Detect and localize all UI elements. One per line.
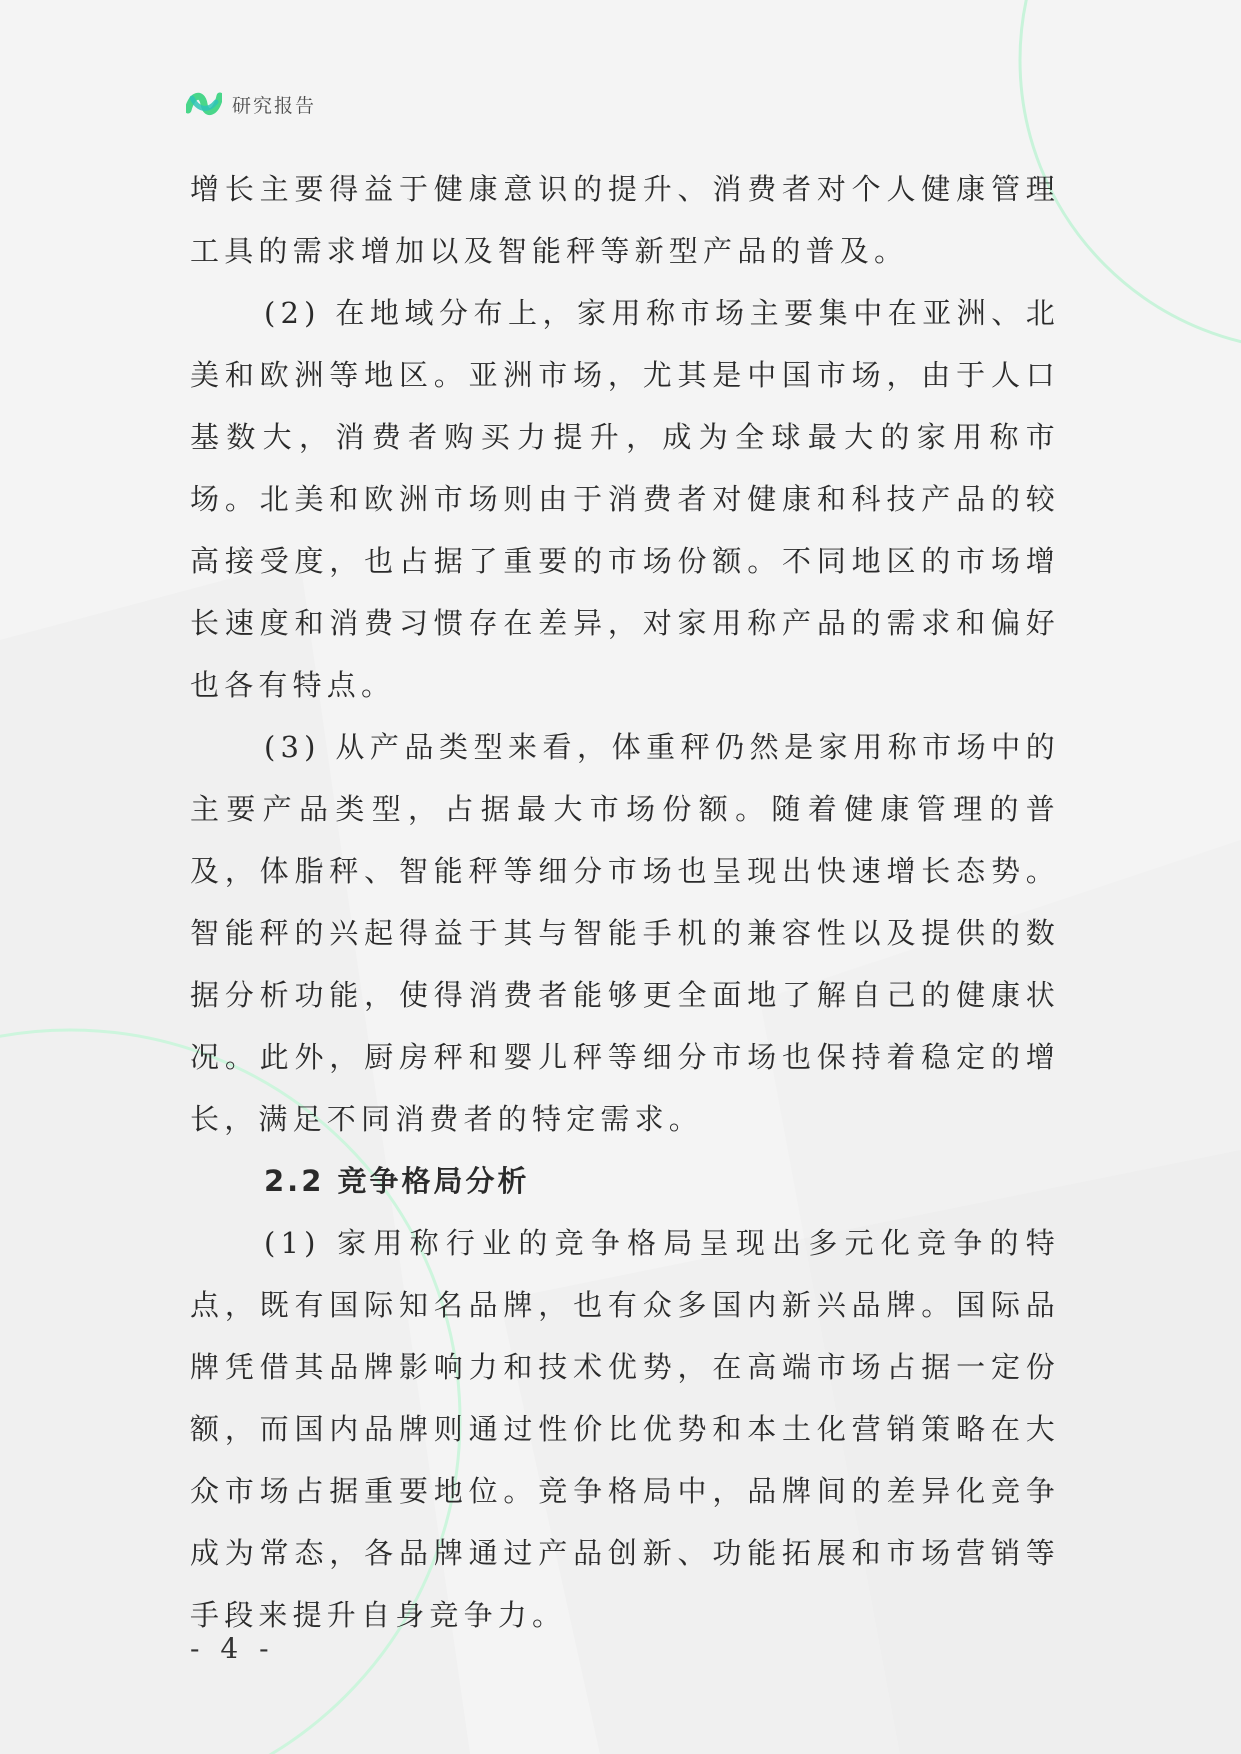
brand-logo-icon <box>186 88 222 120</box>
report-header <box>186 88 316 120</box>
section-heading-competition: 2.2 竞争格局分析 <box>264 1164 530 1198</box>
paragraph-competition: (1) 家用称行业的竞争格局呈现出多元化竞争的特点，既有国际知名品牌，也有众多国内新兴品牌。国际品牌凭借其品牌影响力和技术优势，在高端市场占据一定份额，而国内品牌则通过性价比优势和本土化营销策略在大众市场占据重要地位。竞争格局中，品牌间的差异化竞争成为常态，各品牌通过产品创新、功能拓展和市场营销等手段来提升自身竞争力。 <box>190 1226 1060 1632</box>
paragraph-regional-distribution: (2) 在地域分布上，家用称市场主要集中在亚洲、北美和欧洲等地区。亚洲市场，尤其是中国市场，由于人口基数大，消费者购买力提升，成为全球最大的家用称市场。北美和欧洲市场则由于消费者对健康和科技产品的较高接受度，也占据了重要的市场份额。不同地区的市场增长速度和消费习惯存在差异，对家用称产品的需求和偏好也各有特点。 <box>190 296 1060 702</box>
paragraph-product-types: (3) 从产品类型来看，体重秤仍然是家用称市场中的主要产品类型，占据最大市场份额。随着健康管理的普及，体脂秤、智能秤等细分市场也呈现出快速增长态势。智能秤的兴起得益于其与智能手机的兼容性以及提供的数据分析功能，使得消费者能够更全面地了解自己的健康状况。此外，厨房秤和婴儿秤等细分市场也保持着稳定的增长，满足不同消费者的特定需求。 <box>190 730 1060 1136</box>
page-number: - 4 - <box>190 1632 275 1665</box>
header-title: 研究报告 <box>232 94 317 117</box>
document-body <box>190 158 1060 1646</box>
paragraph-continued: 增长主要得益于健康意识的提升、消费者对个人健康管理工具的需求增加以及智能秤等新型产品的普及。 <box>190 172 1060 268</box>
